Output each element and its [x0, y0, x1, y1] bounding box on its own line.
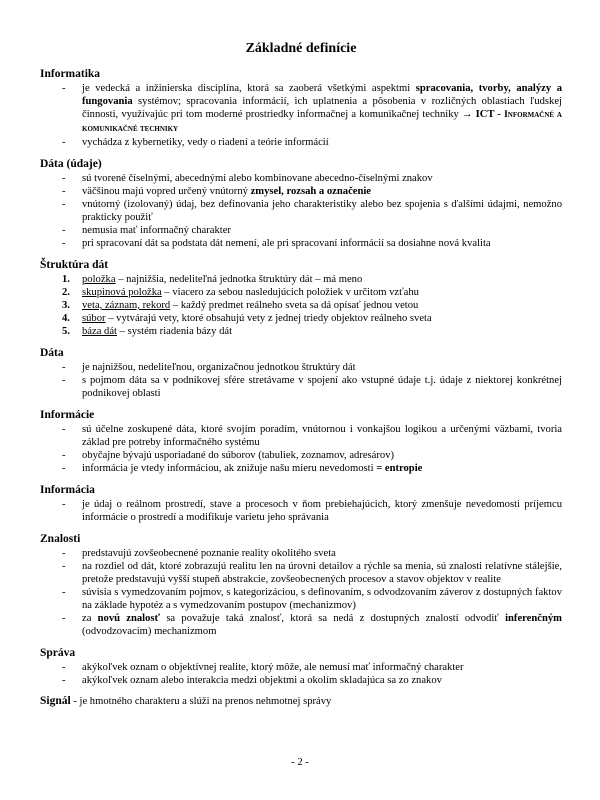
description: – viacero za sebou nasledujúcich položiek v určitom vzťahu: [161, 287, 419, 298]
list-item: [62, 462, 562, 475]
section-informatika: [40, 67, 562, 149]
list-item: [62, 325, 562, 338]
bold-text: = entropie: [376, 463, 423, 474]
section-data: [40, 346, 562, 400]
list-item: [62, 299, 562, 312]
list-item: - pri spracovaní dát sa podstata dát nemení, ale pri spracovaní informácií sa dosiahne nová kvalita: [62, 237, 562, 250]
section-heading: Informácie: [40, 409, 95, 421]
list-item: - obyčajne bývajú usporiadané do súborov (tabuliek, zoznamov, adresárov): [62, 449, 562, 462]
description: – každý predmet reálneho sveta sa dá opísať jednou vetou: [170, 300, 419, 311]
section-informacia: [40, 483, 562, 524]
list-item: - predstavujú zovšeobecnené poznanie reality okolitého sveta: [62, 547, 562, 560]
bold-text: ICT -: [475, 109, 505, 120]
text: je vedecká a inžinierska disciplína, ktorá sa zaoberá všetkými aspektmi: [82, 83, 416, 94]
text: informácia je vtedy informáciou, ak znižuje našu mieru nevedomosti: [82, 463, 377, 474]
description: – vytvárajú vety, ktoré obsahujú vety z jednej triedy objektov reálneho sveta: [105, 313, 432, 324]
section-heading: Informácia: [40, 484, 95, 496]
section-heading: Správa: [40, 647, 76, 659]
list-item: - sú tvorené číselnými, abecednými alebo kombinovane abecedno-číselnými znakov: [62, 172, 562, 185]
list-item: - vychádza z kybernetiky, vedy o riadení a teórie informácií: [62, 136, 562, 149]
list-item: - akýkoľvek oznam alebo interakcia medzi objektmi a okolím skladajúca sa zo znakov: [62, 674, 562, 687]
text: systémov; spracovania informácií, ich uplatnenia a pôsobenia v rozličných oblastiach ľudskej činnosti, využívajúc pri tom moderné prostriedky informačnej a komunikačnej techniky →: [82, 96, 562, 120]
list-item: - nemusia mať informačný charakter: [62, 224, 562, 237]
item-number: 2.: [62, 287, 70, 298]
description: – systém riadenia bázy dát: [117, 326, 233, 337]
item-number: 5.: [62, 326, 70, 337]
description: – najnižšia, nedeliteľná jednotka štruktúry dát – má meno: [115, 274, 363, 285]
signal-text: - je hmotného charakteru a slúži na prenos nehmotnej správy: [70, 696, 332, 707]
page-title: Základné definície: [245, 41, 357, 56]
text: väčšinou majú vopred určený vnútorný: [82, 186, 251, 197]
term: položka: [82, 274, 116, 285]
text: sa považuje taká znalosť, ktorá sa nedá z dostupných znalostí odvodiť: [160, 613, 506, 624]
list-item: [62, 312, 562, 325]
section-heading: Dáta (údaje): [40, 158, 102, 170]
term: báza dát: [82, 326, 117, 337]
list-item: - na rozdiel od dát, ktoré zobrazujú realitu len na úrovni detailov a rýchle sa menia, sú znalosti relatívne stálejšie, pretože predstavujú vyšší stupeň abstrakcie, zovšeobecnených procesov a stavov objektov v realite: [62, 560, 562, 586]
smallcaps-text: Informačné a komunikačné techniky: [82, 110, 562, 134]
list-item: - je údaj o reálnom prostredí, stave a procesoch v ňom prebiehajúcich, ktorý zmenšuje nevedomosti príjemcu informácie o prostredí a modifikuje varietu jeho správania: [62, 498, 562, 524]
bold-text: inferenčným: [505, 613, 562, 624]
bold-text: zmysel, rozsah a označenie: [250, 186, 372, 197]
list-item: [62, 273, 562, 286]
bullet-list: [40, 661, 562, 687]
section-znalosti: [40, 532, 562, 638]
signal-term: Signál: [40, 695, 71, 707]
bullet-list: [40, 423, 562, 475]
bold-text: spracovania, tvorby, analýzy a fungovania: [82, 83, 562, 107]
bullet-list: [40, 172, 562, 250]
text: za: [82, 613, 98, 624]
bold-text: novú znalosť: [97, 613, 161, 624]
item-number: 1.: [62, 274, 70, 285]
document-page: [40, 40, 562, 708]
section-heading: Znalosti: [40, 533, 81, 545]
section-heading: Dáta: [40, 347, 64, 359]
term: skupinová položka: [82, 287, 162, 298]
list-item: - sú účelne zoskupené dáta, ktoré svojím poradím, vnútornou i vonkajšou logikou a určenými väzbami, tvoria základ pre potreby informačného systému: [62, 423, 562, 449]
section-informacie: [40, 408, 562, 475]
signal-definition: [40, 695, 562, 708]
section-sprava: [40, 646, 562, 687]
list-item: - vnútorný (izolovaný) údaj, bez definovania jeho charakteristiky alebo bez spojenia s ďalšími údajmi, nemožno prakticky použiť: [62, 198, 562, 224]
list-item: - s pojmom dáta sa v podnikovej sfére stretávame v spojení ako vstupné údaje t.j. údaje z niektorej konkrétnej podnikovej oblasti: [62, 374, 562, 400]
list-item: [62, 82, 562, 136]
list-item: [62, 286, 562, 299]
bullet-list: [40, 82, 562, 149]
item-number: 3.: [62, 300, 70, 311]
section-heading: Štruktúra dát: [40, 259, 109, 271]
item-number: 4.: [62, 313, 70, 324]
list-item: - akýkoľvek oznam o objektívnej realite, ktorý môže, ale nemusí mať informačný charakter: [62, 661, 562, 674]
bullet-list: [40, 498, 562, 524]
text: (odvodzovacím) mechanizmom: [82, 626, 217, 637]
page-number: - 2 -: [291, 757, 309, 768]
section-heading: Informatika: [40, 68, 101, 80]
numbered-list: [40, 273, 562, 338]
list-item: - súvisia s vymedzovaním pojmov, s kategorizáciou, s definovaním, s odvodzovaním záverov z dostupných faktov na základe hypotéz a s vymedzovaním postupov (mechanizmov): [62, 586, 562, 612]
bullet-list: [40, 361, 562, 400]
term: veta, záznam, rekord: [82, 300, 171, 311]
list-item: [62, 612, 562, 638]
list-item: [62, 185, 562, 198]
section-data-udaje: [40, 157, 562, 250]
section-struktura-dat: [40, 258, 562, 338]
term: súbor: [82, 313, 106, 324]
list-item: - je najnižšou, nedeliteľnou, organizačnou jednotkou štruktúry dát: [62, 361, 562, 374]
bullet-list: [40, 547, 562, 638]
